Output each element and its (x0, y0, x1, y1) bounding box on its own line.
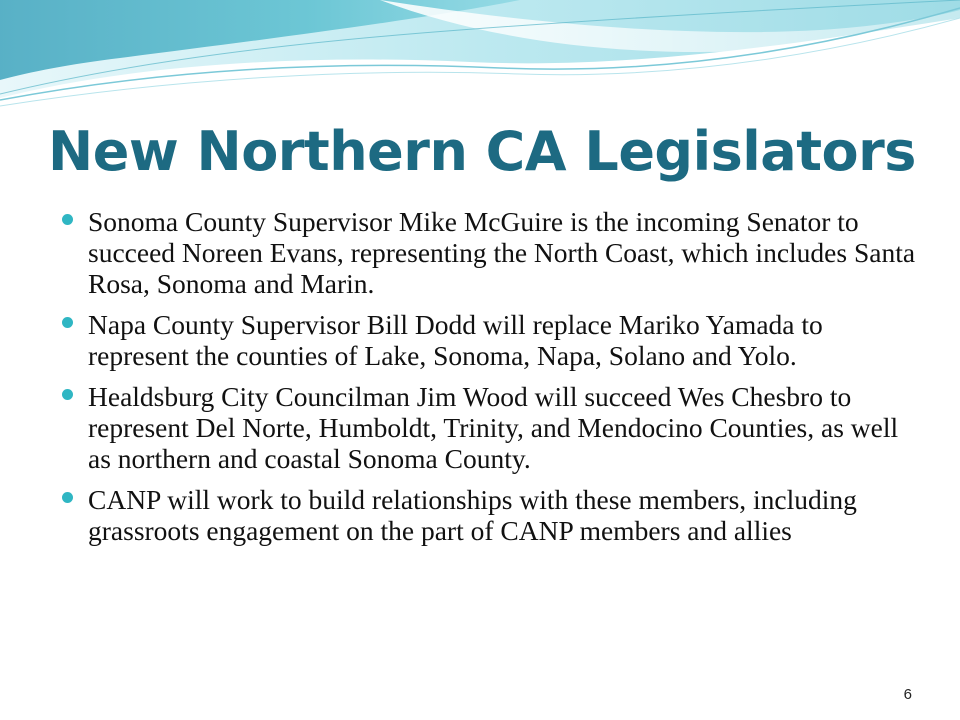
bullet-text: Healdsburg City Councilman Jim Wood will succeed Wes Chesbro to represent Del Norte, Humboldt, Trinity, and Mendocino Counties, as well as northern and coastal Sonoma County. (88, 381, 899, 474)
bullet-dot-icon (62, 492, 73, 503)
bullet-dot-icon (62, 214, 73, 225)
bullet-dot-icon (62, 317, 73, 328)
bullet-dot-icon (62, 389, 73, 400)
bullet-item (60, 484, 920, 546)
bullet-item (60, 206, 920, 299)
bullet-item (60, 381, 920, 474)
bullet-list (60, 206, 920, 556)
bullet-text: Sonoma County Supervisor Mike McGuire is the incoming Senator to succeed Noreen Evans, representing the North Coast, which includes Santa Rosa, Sonoma and Marin. (88, 206, 916, 299)
page-number: 6 (903, 686, 912, 703)
bullet-item (60, 309, 920, 371)
slide-title: New Northern CA Legislators (48, 120, 916, 183)
header-wave-decoration (0, 0, 960, 130)
bullet-text: CANP will work to build relationships with these members, including grassroots engagement on the part of CANP members and allies (88, 484, 857, 546)
bullet-text: Napa County Supervisor Bill Dodd will replace Mariko Yamada to represent the counties of Lake, Sonoma, Napa, Solano and Yolo. (88, 309, 823, 371)
